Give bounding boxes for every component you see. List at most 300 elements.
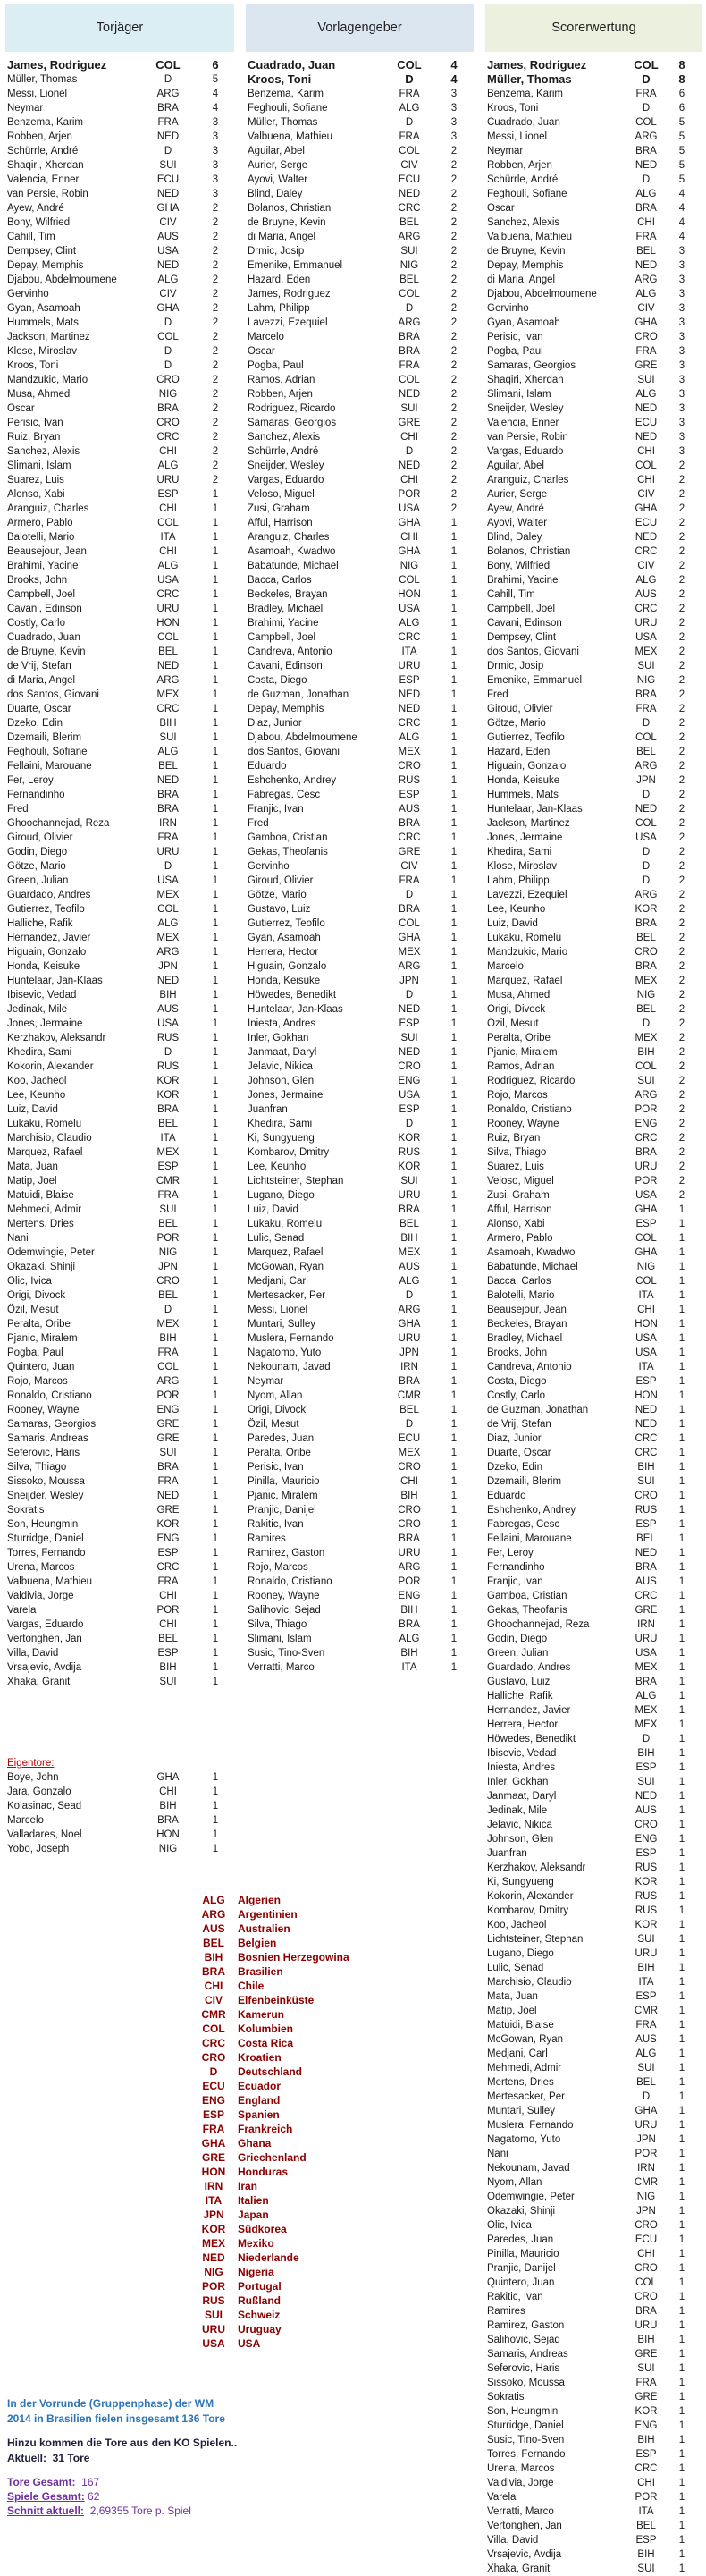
country-code: ITA xyxy=(160,532,176,543)
country-code: RUS xyxy=(635,1905,658,1916)
count-value: 4 xyxy=(212,103,219,114)
count-value: 5 xyxy=(678,131,685,142)
count-value: 2 xyxy=(678,1090,685,1101)
player-name: Ramos, Adrian xyxy=(248,375,315,385)
count-value: 2 xyxy=(678,990,685,1001)
player-name: Depay, Memphis xyxy=(248,704,324,714)
country-code: GRE xyxy=(635,2349,658,2360)
legend-code: CRC xyxy=(202,2037,225,2049)
scorerwertung-row xyxy=(485,1947,702,1961)
vorlagengeber-row xyxy=(246,931,474,945)
country-code: GHA xyxy=(398,518,421,528)
country-code: D xyxy=(642,718,651,729)
count-value: 1 xyxy=(212,775,219,786)
legend-country: Portugal xyxy=(238,2280,282,2293)
player-name: Inler, Gokhan xyxy=(248,1033,309,1043)
vorlagengeber-row xyxy=(246,816,474,831)
player-name: Higuain, Gonzalo xyxy=(248,961,327,972)
player-name: Valencia, Enner xyxy=(487,418,559,428)
torjaeger-row xyxy=(5,473,234,487)
count-value: 1 xyxy=(212,1018,219,1029)
country-code: GHA xyxy=(635,503,658,514)
player-name: de Vrij, Stefan xyxy=(487,1419,551,1430)
scorerwertung-row xyxy=(485,2075,702,2090)
player-name: Herrera, Hector xyxy=(248,947,319,958)
country-code: BIH xyxy=(637,1047,655,1058)
torjaeger-row xyxy=(5,1660,234,1675)
torjaeger-row xyxy=(5,1560,234,1575)
player-name: Gervinho xyxy=(248,861,290,872)
scorerwertung-row xyxy=(485,201,702,215)
count-value: 1 xyxy=(450,918,458,929)
count-value: 1 xyxy=(678,1662,685,1673)
count-value: 3 xyxy=(450,89,458,99)
vorlagengeber-row xyxy=(246,759,474,773)
player-name: Green, Julian xyxy=(487,1648,549,1659)
torjaeger-row xyxy=(5,988,234,1002)
country-code: NED xyxy=(398,389,421,400)
country-code: JPN xyxy=(399,976,419,986)
scorerwertung-row xyxy=(485,1746,702,1761)
player-name: dos Santos, Giovani xyxy=(7,689,99,700)
country-code: FRA xyxy=(635,2020,657,2031)
torjaeger-row xyxy=(5,344,234,359)
count-value: 1 xyxy=(678,2277,685,2288)
count-value: 1 xyxy=(450,1419,458,1430)
player-name: Robben, Arjen xyxy=(487,160,552,171)
player-name: Kerzhakov, Aleksandr xyxy=(7,1033,106,1043)
vorlagengeber-row xyxy=(246,316,474,330)
legend-country: Spanien xyxy=(238,2108,280,2121)
player-name: Varela xyxy=(7,1605,37,1616)
country-code: D xyxy=(164,1047,172,1058)
count-value: 1 xyxy=(678,2492,685,2503)
player-name: Susic, Tino-Sven xyxy=(248,1648,325,1659)
count-value: 1 xyxy=(678,1705,685,1716)
vorlagengeber-row xyxy=(246,187,474,201)
scorerwertung-row xyxy=(485,1503,702,1517)
torjaeger-row xyxy=(5,1117,234,1131)
vorlagengeber-row xyxy=(246,745,474,759)
country-code: CMR xyxy=(634,2177,659,2188)
torjaeger-row xyxy=(5,1017,234,1031)
player-name: Luiz, David xyxy=(7,1104,58,1115)
country-code: MEX xyxy=(398,747,421,757)
count-value: 1 xyxy=(450,947,458,958)
vorlagengeber-row xyxy=(246,888,474,902)
player-name: Muntari, Sulley xyxy=(248,1319,316,1330)
vorlagengeber-row xyxy=(246,1045,474,1060)
count-value: 1 xyxy=(450,1190,458,1201)
scorerwertung-row xyxy=(485,1818,702,1832)
country-code: CRO xyxy=(156,418,180,428)
country-code: MEX xyxy=(635,1705,658,1716)
country-code: ITA xyxy=(638,1290,654,1301)
scorerwertung-row xyxy=(485,244,702,258)
country-code: COL xyxy=(635,1061,657,1072)
player-name: Valdivia, Jorge xyxy=(7,1591,74,1601)
count-value: 1 xyxy=(678,2478,685,2488)
country-code: POR xyxy=(635,1176,658,1187)
country-code: SUI xyxy=(637,1076,655,1086)
country-code: ALG xyxy=(157,274,179,285)
count-value: 2 xyxy=(450,389,458,400)
player-name: McGowan, Ryan xyxy=(248,1262,324,1272)
scorerwertung-row xyxy=(485,1675,702,1689)
vorlagengeber-row xyxy=(246,287,474,301)
torjaeger-row xyxy=(5,1303,234,1317)
scorerwertung-row xyxy=(485,1088,702,1102)
country-code: ARG xyxy=(398,1562,421,1573)
torjaeger-row xyxy=(5,387,234,401)
country-code: D xyxy=(405,72,414,86)
count-value: 1 xyxy=(450,1533,458,1544)
country-code: D xyxy=(642,72,651,86)
count-value: 1 xyxy=(678,1748,685,1759)
player-name: van Persie, Robin xyxy=(487,432,568,443)
legend-row xyxy=(195,1921,374,1936)
vorlagengeber-row xyxy=(246,645,474,659)
scorerwertung-row xyxy=(485,530,702,545)
eigentore-row xyxy=(5,1770,234,1785)
count-value: 2 xyxy=(450,317,458,328)
country-code: BIH xyxy=(637,1748,655,1759)
count-value: 3 xyxy=(678,303,685,314)
vorlagengeber-row xyxy=(246,1646,474,1660)
scorerwertung-row xyxy=(485,1145,702,1160)
scorerwertung-row xyxy=(485,1260,702,1274)
count-value: 1 xyxy=(450,747,458,757)
player-name: Green, Julian xyxy=(7,875,69,886)
player-name: Juanfran xyxy=(248,1104,288,1115)
torjaeger-row xyxy=(5,1188,234,1203)
player-name: Müller, Thomas xyxy=(248,117,318,128)
vorlagengeber-row xyxy=(246,258,474,273)
country-code: CRO xyxy=(635,2263,658,2274)
count-value: 1 xyxy=(450,1390,458,1401)
legend-code: GRE xyxy=(201,2151,225,2164)
vorlagengeber-row xyxy=(246,530,474,545)
country-code: COL xyxy=(399,575,420,586)
scorerwertung-row xyxy=(485,1532,702,1546)
scorerwertung-row xyxy=(485,2519,702,2533)
vorlagengeber-row xyxy=(246,1560,474,1575)
torjaeger-row xyxy=(5,616,234,630)
count-value: 1 xyxy=(212,1076,219,1086)
country-code: GRE xyxy=(156,1433,180,1444)
scorerwertung-row xyxy=(485,130,702,144)
scorerwertung-row xyxy=(485,2533,702,2547)
player-name: Dzemaili, Blerim xyxy=(7,732,82,743)
scorerwertung-row xyxy=(485,1002,702,1017)
count-value: 1 xyxy=(212,732,219,743)
country-code: GHA xyxy=(635,1247,658,1258)
country-code: COL xyxy=(635,1233,657,1244)
legend-row xyxy=(195,2136,374,2150)
country-code: CIV xyxy=(159,289,177,300)
player-name: Rakitic, Ivan xyxy=(487,2292,543,2302)
count-value: 2 xyxy=(678,604,685,614)
vorlagengeber-row xyxy=(246,459,474,473)
count-value: 1 xyxy=(450,1247,458,1258)
count-value: 2 xyxy=(678,847,685,857)
count-value: 1 xyxy=(450,1333,458,1344)
player-name: Kolasinac, Sead xyxy=(7,1801,82,1812)
player-name: Ramirez, Gaston xyxy=(248,1548,325,1558)
torjaeger-row xyxy=(5,959,234,974)
count-value: 2 xyxy=(212,303,219,314)
legend-row xyxy=(195,2150,374,2165)
player-name: Brahimi, Yacine xyxy=(487,575,559,586)
player-name: Lukaku, Romelu xyxy=(248,1219,323,1229)
player-name: Sokratis xyxy=(7,1505,45,1516)
scorerwertung-row xyxy=(485,1131,702,1145)
vorlagengeber-row xyxy=(246,1389,474,1403)
country-code: D xyxy=(642,103,651,114)
scorerwertung-row xyxy=(485,573,702,587)
scorerwertung-row xyxy=(485,2090,702,2104)
country-code: BRA xyxy=(635,1677,657,1687)
scorerwertung-row xyxy=(485,1718,702,1732)
torjaeger-row xyxy=(5,1031,234,1045)
legend-row xyxy=(195,2036,374,2050)
count-value: 2 xyxy=(678,489,685,500)
eigentore-row xyxy=(5,1842,234,1856)
legend-row xyxy=(195,2265,374,2279)
count-value: 1 xyxy=(678,2077,685,2088)
country-code: BRA xyxy=(157,1815,179,1826)
legend-country: Nigeria xyxy=(238,2266,274,2278)
legend-row xyxy=(195,2065,374,2079)
count-value: 1 xyxy=(450,1662,458,1673)
country-code: MEX xyxy=(635,1719,658,1730)
country-code: CHI xyxy=(159,446,177,457)
count-value: 1 xyxy=(212,1033,219,1043)
country-code: POR xyxy=(156,1233,180,1244)
country-code: ALG xyxy=(157,460,179,471)
country-code: BRA xyxy=(399,332,420,342)
player-name: Balotelli, Mario xyxy=(487,1290,555,1301)
player-name: Rodriguez, Ricardo xyxy=(487,1076,576,1086)
count-value: 1 xyxy=(450,589,458,600)
player-name: Xhaka, Granit xyxy=(7,1677,71,1687)
scorerwertung-row xyxy=(485,444,702,459)
scorerwertung-row xyxy=(485,1918,702,1932)
torjaeger-row xyxy=(5,1446,234,1460)
count-value: 2 xyxy=(678,861,685,872)
count-value: 1 xyxy=(450,1133,458,1144)
country-code: SUI xyxy=(159,1677,177,1687)
country-code: D xyxy=(405,1419,414,1430)
vorlagengeber-row xyxy=(246,1331,474,1346)
torjaeger-row xyxy=(5,1131,234,1145)
count-value: 5 xyxy=(678,117,685,128)
count-value: 1 xyxy=(450,1033,458,1043)
count-value: 1 xyxy=(678,1991,685,2002)
count-value: 1 xyxy=(212,847,219,857)
country-code: ECU xyxy=(635,418,658,428)
scorerwertung-row xyxy=(485,1060,702,1074)
count-value: 1 xyxy=(212,918,219,929)
player-name: Rooney, Wayne xyxy=(487,1119,559,1129)
player-name: Lulic, Senad xyxy=(487,1963,544,1973)
torjaeger-row xyxy=(5,487,234,502)
country-code: ALG xyxy=(399,1634,420,1644)
count-value: 1 xyxy=(450,1262,458,1272)
vorlagengeber-row xyxy=(246,273,474,287)
stat-schnitt-label: Schnitt aktuell: xyxy=(7,2504,85,2517)
count-value: 1 xyxy=(450,1047,458,1058)
scorerwertung-row xyxy=(485,2562,702,2576)
count-value: 5 xyxy=(212,74,219,85)
vorlagengeber-row xyxy=(246,416,474,430)
vorlagengeber-row xyxy=(246,1660,474,1675)
country-code: POR xyxy=(398,489,421,500)
player-name: Lichtsteiner, Stephan xyxy=(487,1934,584,1945)
player-name: Beausejour, Jean xyxy=(487,1305,567,1315)
player-name: Özil, Mesut xyxy=(487,1018,539,1029)
player-name: Messi, Lionel xyxy=(248,1305,308,1315)
vorlagengeber-row xyxy=(246,359,474,373)
country-code: CRO xyxy=(635,2292,658,2302)
torjaeger-row xyxy=(5,630,234,645)
country-code: URU xyxy=(635,2120,658,2131)
vorlagengeber-row xyxy=(246,1503,474,1517)
count-value: 2 xyxy=(450,217,458,228)
country-code: JPN xyxy=(158,961,178,972)
scorerwertung-row xyxy=(485,215,702,230)
country-code: SUI xyxy=(637,1777,655,1787)
torjaeger-row xyxy=(5,258,234,273)
country-code: BEL xyxy=(636,747,656,757)
scorerwertung-row xyxy=(485,1575,702,1589)
player-name: Babatunde, Michael xyxy=(248,561,339,571)
country-code: AUS xyxy=(399,804,420,815)
count-value: 1 xyxy=(678,1462,685,1473)
legend-country: Frankreich xyxy=(238,2123,293,2135)
torjaeger-row xyxy=(5,1288,234,1303)
country-code: BRA xyxy=(635,1147,657,1158)
count-value: 1 xyxy=(678,2220,685,2231)
country-code: ITA xyxy=(401,646,417,657)
country-code: BEL xyxy=(158,1119,178,1129)
player-name: de Guzman, Jonathan xyxy=(487,1405,589,1415)
scorerwertung-row xyxy=(485,1174,702,1188)
torjaeger-table xyxy=(5,4,234,1689)
count-value: 2 xyxy=(678,1061,685,1072)
player-name: Bolanos, Christian xyxy=(487,546,571,557)
count-value: 2 xyxy=(212,246,219,257)
country-code: ENG xyxy=(156,1405,180,1415)
player-name: Okazaki, Shinji xyxy=(487,2206,556,2217)
legend-code: CRO xyxy=(201,2051,226,2064)
player-name: Khedira, Sami xyxy=(7,1047,72,1058)
player-name: Fabregas, Cesc xyxy=(248,790,321,800)
player-name: Zusi, Graham xyxy=(248,503,310,514)
country-code: POR xyxy=(635,2149,658,2159)
country-code: URU xyxy=(635,618,658,629)
scorerwertung-row xyxy=(485,587,702,602)
count-value: 8 xyxy=(678,58,685,72)
player-name: Silva, Thiago xyxy=(248,1619,307,1630)
player-name: Aurier, Serge xyxy=(487,489,548,500)
count-value: 1 xyxy=(678,2177,685,2188)
count-value: 3 xyxy=(450,131,458,142)
player-name: Musa, Ahmed xyxy=(487,990,551,1001)
vorlagengeber-row xyxy=(246,1274,474,1288)
count-value: 1 xyxy=(678,1476,685,1487)
count-value: 1 xyxy=(678,1233,685,1244)
player-name: Perisic, Ivan xyxy=(487,332,543,342)
legend-code: NED xyxy=(202,2251,225,2264)
country-code: COL xyxy=(635,2277,657,2288)
country-code: D xyxy=(405,990,414,1001)
player-name: Sneijder, Wesley xyxy=(248,460,324,471)
count-value: 1 xyxy=(450,1147,458,1158)
country-code: NED xyxy=(635,403,658,414)
torjaeger-row xyxy=(5,1546,234,1560)
country-code: MEX xyxy=(156,890,180,900)
player-name: Brooks, John xyxy=(487,1347,548,1358)
count-value: 2 xyxy=(450,174,458,185)
country-code: BRA xyxy=(157,103,179,114)
player-name: James, Rodriguez xyxy=(7,58,107,72)
count-value: 1 xyxy=(450,961,458,972)
player-name: Cavani, Edinson xyxy=(248,661,323,671)
player-name: Ronaldo, Cristiano xyxy=(7,1390,92,1401)
player-name: Son, Heungmin xyxy=(7,1519,79,1530)
count-value: 1 xyxy=(212,1176,219,1187)
country-code: USA xyxy=(399,503,420,514)
country-code: NED xyxy=(156,189,180,199)
count-value: 1 xyxy=(678,1848,685,1859)
country-code: CIV xyxy=(400,861,418,872)
country-code: USA xyxy=(635,1648,657,1659)
vorlagengeber-row xyxy=(246,72,474,87)
player-name: Marcelo xyxy=(7,1815,44,1826)
count-value: 2 xyxy=(678,1133,685,1144)
player-name: Silva, Thiago xyxy=(7,1462,67,1473)
legend-code: IRN xyxy=(204,2180,223,2192)
player-name: Nekounam, Javad xyxy=(248,1362,331,1372)
player-name: Vertonghen, Jan xyxy=(487,2521,562,2531)
torjaeger-row xyxy=(5,659,234,673)
count-value: 1 xyxy=(678,1419,685,1430)
count-value: 2 xyxy=(678,718,685,729)
player-name: Emenike, Emmanuel xyxy=(487,675,583,686)
player-name: Cahill, Tim xyxy=(7,232,55,242)
player-name: Ruiz, Bryan xyxy=(487,1133,541,1144)
vorlagengeber-row xyxy=(246,545,474,559)
torjaeger-row xyxy=(5,1675,234,1689)
scorerwertung-row xyxy=(485,2333,702,2347)
vorlagengeber-row xyxy=(246,344,474,359)
country-code: BIH xyxy=(400,1233,418,1244)
country-code: GRE xyxy=(156,1419,180,1430)
player-name: Dempsey, Clint xyxy=(7,246,77,257)
torjaeger-row xyxy=(5,1474,234,1489)
scorerwertung-row xyxy=(485,959,702,974)
player-name: Jelavic, Nikica xyxy=(248,1061,313,1072)
count-value: 3 xyxy=(678,289,685,300)
player-name: Salihovic, Sejad xyxy=(248,1605,321,1616)
torjaeger-row xyxy=(5,115,234,130)
legend-country: Chile xyxy=(238,1980,265,1992)
count-value: 3 xyxy=(678,432,685,443)
player-name: Lukaku, Romelu xyxy=(487,933,562,943)
country-code: CIV xyxy=(637,561,655,571)
count-value: 2 xyxy=(678,1119,685,1129)
